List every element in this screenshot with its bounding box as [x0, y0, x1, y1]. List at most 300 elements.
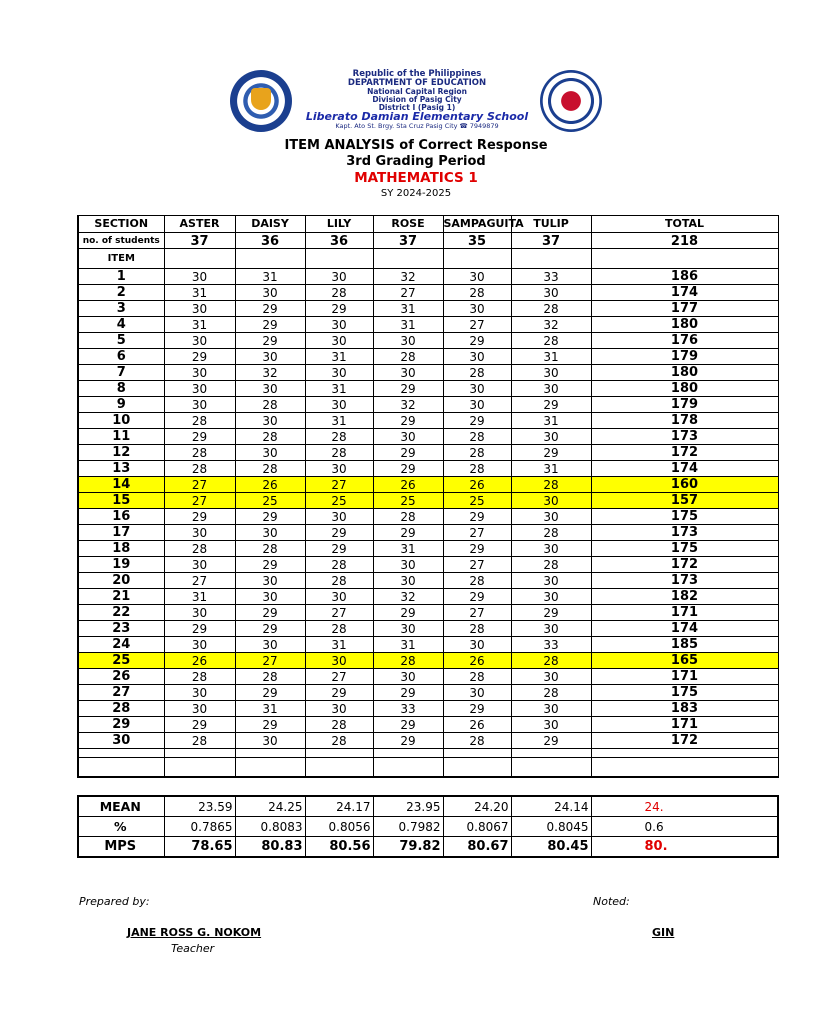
mean-value: 24.17 [305, 796, 373, 817]
item-number: 8 [78, 381, 164, 397]
mean-value: 23.95 [373, 796, 443, 817]
item-label: ITEM [78, 249, 164, 269]
row-total: 157 [591, 493, 778, 509]
row-total: 174 [591, 285, 778, 301]
cell-value: 25 [305, 493, 373, 509]
students-count: 37 [511, 233, 591, 249]
cell-value: 29 [443, 701, 511, 717]
row-total: 186 [591, 269, 778, 285]
item-number: 4 [78, 317, 164, 333]
cell-value: 27 [305, 605, 373, 621]
cell-value: 31 [235, 269, 305, 285]
cell-value: 30 [511, 365, 591, 381]
cell-value: 33 [373, 701, 443, 717]
percent-total: 0.6 [591, 817, 778, 837]
item-number: 16 [78, 509, 164, 525]
cell-value: 29 [511, 397, 591, 413]
students-count: 36 [235, 233, 305, 249]
cell-value: 29 [373, 685, 443, 701]
cell-value: 30 [235, 589, 305, 605]
mps-label: MPS [78, 837, 164, 858]
cell-value: 30 [443, 397, 511, 413]
item-number: 20 [78, 573, 164, 589]
cell-value: 27 [164, 477, 235, 493]
cell-value: 27 [443, 317, 511, 333]
cell-value: 28 [443, 573, 511, 589]
cell-value: 29 [373, 413, 443, 429]
item-number: 12 [78, 445, 164, 461]
cell-value: 29 [235, 509, 305, 525]
cell-value: 30 [235, 445, 305, 461]
students-count: 36 [305, 233, 373, 249]
cell-value: 29 [235, 605, 305, 621]
row-total: 180 [591, 365, 778, 381]
cell-value: 29 [373, 717, 443, 733]
item-number: 1 [78, 269, 164, 285]
percent-value: 0.8045 [511, 817, 591, 837]
col-header: TULIP [511, 216, 591, 233]
cell-value: 32 [373, 589, 443, 605]
doc-title: ITEM ANALYSIS of Correct Response [284, 138, 548, 153]
table-row [78, 637, 778, 653]
table-row [78, 477, 778, 493]
percent-value: 0.8083 [235, 817, 305, 837]
row-total: 160 [591, 477, 778, 493]
item-number: 30 [78, 733, 164, 749]
cell-value: 28 [305, 445, 373, 461]
cell-value: 28 [305, 285, 373, 301]
cell-value: 30 [164, 605, 235, 621]
cell-value: 28 [511, 333, 591, 349]
cell-value: 28 [443, 669, 511, 685]
cell-value: 28 [164, 733, 235, 749]
mean-value: 24.25 [235, 796, 305, 817]
cell-value: 29 [443, 333, 511, 349]
cell-value: 28 [164, 541, 235, 557]
table-row [78, 445, 778, 461]
students-count: 37 [164, 233, 235, 249]
cell-value: 29 [235, 717, 305, 733]
cell-value: 29 [511, 605, 591, 621]
cell-value: 30 [511, 541, 591, 557]
cell-value: 30 [511, 381, 591, 397]
cell-value: 30 [443, 637, 511, 653]
cell-value: 29 [305, 541, 373, 557]
cell-value: 30 [373, 669, 443, 685]
item-number: 28 [78, 701, 164, 717]
cell-value: 28 [305, 429, 373, 445]
school-seal-logo [540, 70, 602, 132]
letterhead-line1: Republic of the Philippines [352, 69, 482, 79]
cell-value: 33 [511, 269, 591, 285]
cell-value: 30 [305, 653, 373, 669]
cell-value: 30 [373, 333, 443, 349]
cell-value: 27 [235, 653, 305, 669]
item-number: 29 [78, 717, 164, 733]
cell-value: 31 [235, 701, 305, 717]
row-total: 174 [591, 621, 778, 637]
cell-value: 30 [305, 365, 373, 381]
cell-value: 30 [164, 365, 235, 381]
table-row [78, 397, 778, 413]
division-seal-logo [230, 70, 292, 132]
letterhead-line4: Division of Pasig City [372, 94, 462, 104]
item-number: 7 [78, 365, 164, 381]
table-row [78, 429, 778, 445]
cell-value: 30 [164, 685, 235, 701]
cell-value: 29 [373, 381, 443, 397]
cell-value: 30 [235, 285, 305, 301]
col-header: TOTAL [591, 216, 778, 233]
percent-row [78, 817, 778, 837]
cell-value: 31 [164, 317, 235, 333]
mean-total: 24. [591, 796, 778, 817]
cell-value: 27 [164, 493, 235, 509]
cell-value: 30 [511, 285, 591, 301]
cell-value: 30 [373, 557, 443, 573]
cell-value: 30 [511, 701, 591, 717]
item-analysis-table [77, 215, 779, 778]
table-row [78, 733, 778, 749]
item-number: 13 [78, 461, 164, 477]
row-total: 180 [591, 381, 778, 397]
cell-value: 30 [373, 573, 443, 589]
cell-value: 30 [305, 701, 373, 717]
item-number: 10 [78, 413, 164, 429]
item-number: 26 [78, 669, 164, 685]
blank-row [78, 749, 778, 758]
cell-value: 29 [164, 717, 235, 733]
cell-value: 26 [164, 653, 235, 669]
school-name: Liberato Damian Elementary School [305, 110, 529, 124]
cell-value: 29 [235, 317, 305, 333]
cell-value: 26 [235, 477, 305, 493]
cell-value: 29 [511, 733, 591, 749]
cell-value: 28 [511, 557, 591, 573]
cell-value: 31 [164, 285, 235, 301]
mps-value: 80.56 [305, 837, 373, 858]
cell-value: 31 [373, 317, 443, 333]
cell-value: 28 [373, 349, 443, 365]
cell-value: 30 [305, 461, 373, 477]
cell-value: 30 [305, 269, 373, 285]
percent-value: 0.8067 [443, 817, 511, 837]
cell-value: 29 [373, 525, 443, 541]
row-total: 179 [591, 397, 778, 413]
item-number: 2 [78, 285, 164, 301]
cell-value: 29 [443, 589, 511, 605]
mps-value: 78.65 [164, 837, 235, 858]
row-total: 179 [591, 349, 778, 365]
table-row [78, 557, 778, 573]
cell-value: 30 [511, 589, 591, 605]
cell-value: 30 [511, 669, 591, 685]
cell-value: 31 [305, 349, 373, 365]
cell-value: 28 [305, 621, 373, 637]
cell-value: 26 [373, 477, 443, 493]
cell-value: 28 [305, 573, 373, 589]
cell-value: 29 [373, 733, 443, 749]
row-total: 173 [591, 525, 778, 541]
cell-value: 32 [511, 317, 591, 333]
item-number: 18 [78, 541, 164, 557]
cell-value: 30 [443, 301, 511, 317]
letterhead [230, 70, 602, 130]
students-row [78, 233, 778, 249]
cell-value: 28 [235, 461, 305, 477]
letterhead-line2: DEPARTMENT OF EDUCATION [347, 77, 487, 88]
letterhead-text [294, 70, 540, 130]
document-titles [0, 138, 832, 201]
mps-value: 79.82 [373, 837, 443, 858]
item-number: 23 [78, 621, 164, 637]
cell-value: 30 [305, 397, 373, 413]
table-row [78, 653, 778, 669]
table-row [78, 717, 778, 733]
cell-value: 29 [235, 621, 305, 637]
row-total: 172 [591, 733, 778, 749]
table-row [78, 317, 778, 333]
cell-value: 30 [235, 381, 305, 397]
percent-label: % [78, 817, 164, 837]
cell-value: 30 [235, 733, 305, 749]
cell-value: 30 [511, 429, 591, 445]
percent-value: 0.8056 [305, 817, 373, 837]
col-header: SECTION [78, 216, 164, 233]
cell-value: 30 [235, 525, 305, 541]
item-label-row [78, 249, 778, 269]
cell-value: 28 [443, 445, 511, 461]
item-number: 15 [78, 493, 164, 509]
cell-value: 29 [443, 541, 511, 557]
row-total: 175 [591, 509, 778, 525]
row-total: 171 [591, 669, 778, 685]
cell-value: 31 [373, 637, 443, 653]
table-row [78, 269, 778, 285]
table-row [78, 669, 778, 685]
item-number: 27 [78, 685, 164, 701]
table-row [78, 589, 778, 605]
cell-value: 30 [443, 269, 511, 285]
cell-value: 26 [443, 717, 511, 733]
percent-value: 0.7982 [373, 817, 443, 837]
col-header: ASTER [164, 216, 235, 233]
cell-value: 30 [164, 301, 235, 317]
cell-value: 29 [373, 605, 443, 621]
percent-value: 0.7865 [164, 817, 235, 837]
cell-value: 28 [235, 429, 305, 445]
cell-value: 28 [373, 653, 443, 669]
cell-value: 28 [164, 413, 235, 429]
cell-value: 28 [443, 429, 511, 445]
table-row [78, 493, 778, 509]
letterhead-line3: National Capital Region [367, 86, 467, 96]
cell-value: 30 [305, 589, 373, 605]
cell-value: 31 [373, 301, 443, 317]
cell-value: 29 [305, 685, 373, 701]
cell-value: 32 [235, 365, 305, 381]
cell-value: 30 [235, 413, 305, 429]
mean-row [78, 796, 778, 817]
cell-value: 29 [164, 621, 235, 637]
cell-value: 29 [164, 429, 235, 445]
row-total: 175 [591, 541, 778, 557]
school-address: Kapt. Ato St. Brgy. Sta Cruz Pasig City ☎ 7949879 [335, 122, 499, 131]
table-row [78, 461, 778, 477]
cell-value: 30 [164, 637, 235, 653]
table-row [78, 509, 778, 525]
table-row [78, 605, 778, 621]
item-number: 11 [78, 429, 164, 445]
cell-value: 28 [373, 509, 443, 525]
cell-value: 27 [443, 605, 511, 621]
row-total: 172 [591, 445, 778, 461]
cell-value: 28 [511, 653, 591, 669]
item-analysis-table-wrap [77, 215, 768, 778]
prepared-by-label: Prepared by: [79, 895, 150, 908]
item-number: 6 [78, 349, 164, 365]
table-row [78, 349, 778, 365]
mps-value: 80.45 [511, 837, 591, 858]
cell-value: 31 [305, 413, 373, 429]
item-number: 25 [78, 653, 164, 669]
cell-value: 26 [443, 653, 511, 669]
table-row [78, 381, 778, 397]
cell-value: 26 [443, 477, 511, 493]
cell-value: 29 [235, 685, 305, 701]
cell-value: 28 [511, 301, 591, 317]
row-total: 182 [591, 589, 778, 605]
cell-value: 30 [511, 621, 591, 637]
cell-value: 27 [305, 477, 373, 493]
table-row [78, 333, 778, 349]
cell-value: 31 [511, 461, 591, 477]
cell-value: 28 [443, 621, 511, 637]
cell-value: 30 [164, 381, 235, 397]
cell-value: 27 [305, 669, 373, 685]
cell-value: 27 [373, 285, 443, 301]
subject-title: MATHEMATICS 1 [354, 170, 478, 186]
cell-value: 30 [164, 333, 235, 349]
grading-period: 3rd Grading Period [346, 154, 486, 169]
cell-value: 27 [443, 525, 511, 541]
row-total: 185 [591, 637, 778, 653]
cell-value: 33 [511, 637, 591, 653]
table-row [78, 573, 778, 589]
cell-value: 29 [164, 509, 235, 525]
cell-value: 30 [511, 509, 591, 525]
cell-value: 28 [443, 365, 511, 381]
item-number: 24 [78, 637, 164, 653]
cell-value: 31 [305, 637, 373, 653]
cell-value: 31 [511, 349, 591, 365]
table-row [78, 285, 778, 301]
item-number: 14 [78, 477, 164, 493]
cell-value: 30 [164, 557, 235, 573]
item-number: 9 [78, 397, 164, 413]
cell-value: 28 [164, 445, 235, 461]
cell-value: 29 [235, 301, 305, 317]
students-count: 37 [373, 233, 443, 249]
cell-value: 28 [443, 285, 511, 301]
cell-value: 29 [373, 461, 443, 477]
cell-value: 25 [373, 493, 443, 509]
cell-value: 29 [443, 413, 511, 429]
row-total: 173 [591, 573, 778, 589]
cell-value: 25 [235, 493, 305, 509]
cell-value: 29 [443, 509, 511, 525]
col-header: SAMPAGUITA [443, 216, 511, 233]
cell-value: 28 [305, 733, 373, 749]
mean-value: 24.20 [443, 796, 511, 817]
cell-value: 28 [511, 525, 591, 541]
cell-value: 32 [373, 269, 443, 285]
cell-value: 28 [511, 477, 591, 493]
cell-value: 28 [443, 461, 511, 477]
row-total: 180 [591, 317, 778, 333]
students-label: no. of students [78, 233, 164, 249]
cell-value: 29 [305, 301, 373, 317]
mps-total: 80. [591, 837, 778, 858]
item-number: 5 [78, 333, 164, 349]
summary-table [77, 795, 779, 858]
col-header: DAISY [235, 216, 305, 233]
summary-table-wrap [77, 795, 768, 858]
cell-value: 30 [235, 349, 305, 365]
item-number: 19 [78, 557, 164, 573]
cell-value: 31 [373, 541, 443, 557]
cell-value: 30 [235, 637, 305, 653]
row-total: 176 [591, 333, 778, 349]
cell-value: 28 [164, 669, 235, 685]
col-header: ROSE [373, 216, 443, 233]
row-total: 173 [591, 429, 778, 445]
item-number: 17 [78, 525, 164, 541]
cell-value: 31 [305, 381, 373, 397]
students-count: 35 [443, 233, 511, 249]
cell-value: 28 [235, 669, 305, 685]
cell-value: 28 [164, 461, 235, 477]
cell-value: 28 [305, 717, 373, 733]
letterhead-line5: District I (Pasig 1) [378, 102, 456, 112]
cell-value: 30 [373, 365, 443, 381]
students-count: 218 [591, 233, 778, 249]
blank-row [78, 758, 778, 778]
item-number: 3 [78, 301, 164, 317]
table-row [78, 701, 778, 717]
teacher-name: JANE ROSS G. NOKOM [127, 926, 262, 939]
table-row [78, 301, 778, 317]
item-number: 22 [78, 605, 164, 621]
cell-value: 30 [164, 397, 235, 413]
cell-value: 28 [511, 685, 591, 701]
cell-value: 28 [305, 557, 373, 573]
row-total: 165 [591, 653, 778, 669]
row-total: 172 [591, 557, 778, 573]
cell-value: 28 [443, 733, 511, 749]
row-total: 175 [591, 685, 778, 701]
cell-value: 30 [373, 429, 443, 445]
mean-value: 24.14 [511, 796, 591, 817]
cell-value: 30 [511, 717, 591, 733]
mps-value: 80.67 [443, 837, 511, 858]
cell-value: 30 [164, 269, 235, 285]
cell-value: 28 [235, 397, 305, 413]
mean-value: 23.59 [164, 796, 235, 817]
cell-value: 27 [164, 573, 235, 589]
mps-value: 80.83 [235, 837, 305, 858]
table-row [78, 621, 778, 637]
